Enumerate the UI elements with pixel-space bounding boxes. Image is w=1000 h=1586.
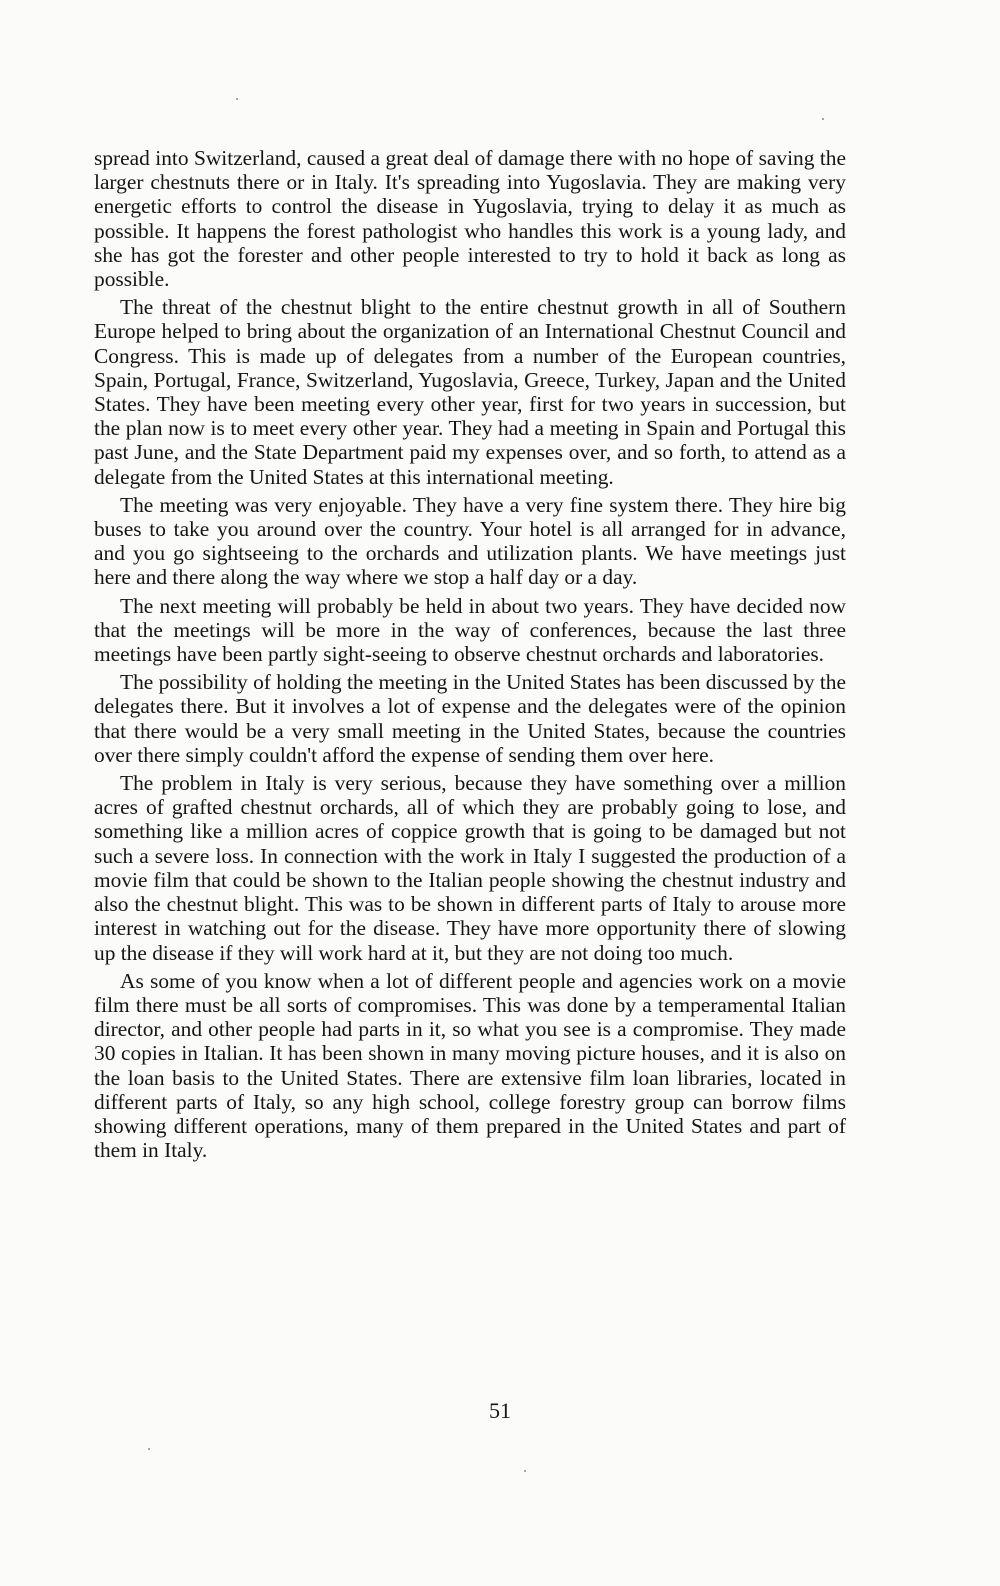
paragraph-1: spread into Switzerland, caused a great deal of damage there with no hope of saving the larger chestnuts there or in Italy. It's spreading into Yugoslavia. They are making very energetic efforts to control the disease in Yugoslavia, trying to delay it as much as possible. It happens the forest pathologist who handles this work is a young lady, and she has got the forester and other people interested to try to hold it back as long as possible. bbox=[94, 146, 846, 292]
page-number: 51 bbox=[489, 1398, 511, 1423]
paragraph-4: The next meeting will probably be held in about two years. They have decided now that the meetings will be more in the way of conferences, because the last three meetings have been partly sight-seeing to observe chestnut orchards and laboratories. bbox=[94, 593, 846, 667]
paragraph-5: The possibility of holding the meeting in the United States has been discussed by the delegates there. But it involves a lot of expense and the delegates were of the opinion that there would be a very small meeting in the United States, because the countries over there simply couldn't afford the expense of sending them over here. bbox=[94, 670, 846, 767]
scan-speck bbox=[524, 1470, 526, 1472]
paragraph-2: The threat of the chestnut blight to the entire chestnut growth in all of Southern Europe helped to bring about the organization of an International Chestnut Council and Congress. This is made up of delegates from a number of the European countries, Spain, Portugal, France, Switzerland, Yugoslavia, Greece, Turkey, Japan and the United States. They have been meeting every other year, first for two years in succession, but the plan now is to meet every other year. They had a meeting in Spain and Portugal this past June, and the State Department paid my expenses over, and so forth, to attend as a delegate from the United States at this international meeting. bbox=[94, 295, 846, 489]
body-text bbox=[94, 146, 846, 1166]
scan-speck bbox=[236, 98, 238, 100]
paragraph-7: As some of you know when a lot of different people and agencies work on a movie film there must be all sorts of compromises. This was done by a temperamental Italian director, and other people had parts in it, so what you see is a compromise. They made 30 copies in Italian. It has been shown in many moving picture houses, and it is also on the loan basis to the United States. There are extensive film loan libraries, located in different parts of Italy, so any high school, college forestry group can borrow films showing different operations, many of them prepared in the United States and part of them in Italy. bbox=[94, 968, 846, 1163]
scan-speck bbox=[822, 118, 824, 120]
scan-speck bbox=[148, 1448, 150, 1450]
paragraph-3: The meeting was very enjoyable. They have a very fine system there. They hire big buses to take you around over the country. Your hotel is all arranged for in advance, and you go sightseeing to the orchards and utilization plants. We have meetings just here and there along the way where we stop a half day or a day. bbox=[94, 492, 846, 590]
paragraph-6: The problem in Italy is very serious, because they have something over a million acres of grafted chestnut orchards, all of which they are probably going to lose, and something like a million acres of coppice growth that is going to be damaged but not such a severe loss. In connection with the work in Italy I suggested the production of a movie film that could be shown to the Italian people showing the chestnut industry and also the chestnut blight. This was to be shown in different parts of Italy to arouse more interest in watching out for the disease. They have more opportunity there of slowing up the disease if they will work hard at it, but they are not doing too much. bbox=[94, 771, 846, 965]
